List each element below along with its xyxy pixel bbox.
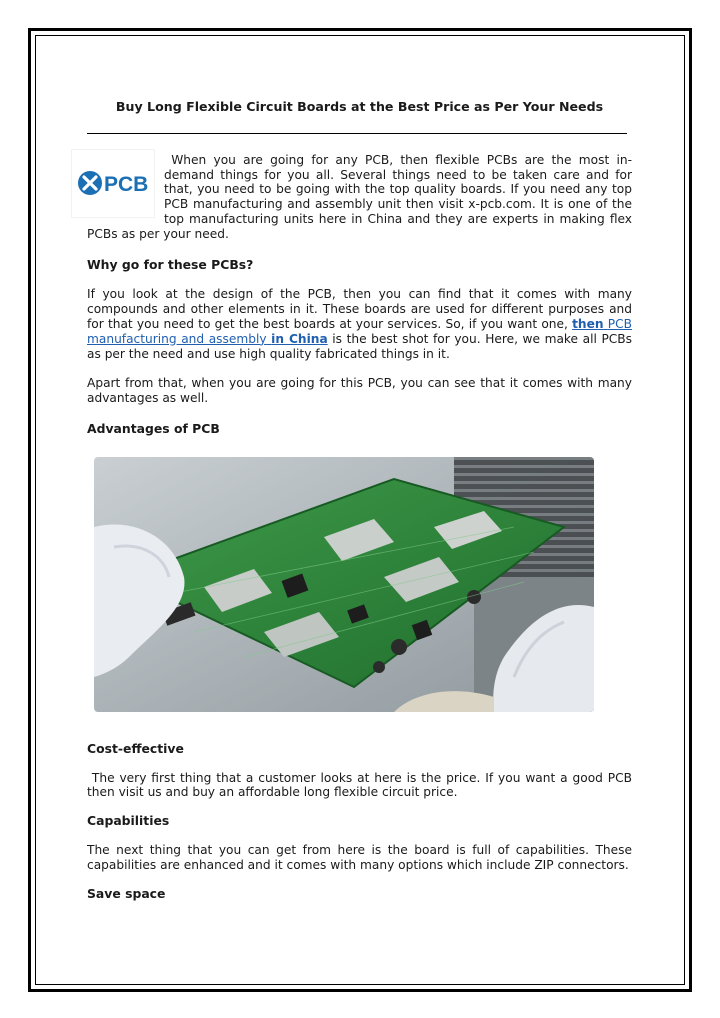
heading-capabilities: Capabilities: [87, 813, 170, 829]
heading-why-go: Why go for these PCBs?: [87, 256, 254, 272]
x-pcb-logo-icon: [72, 150, 154, 217]
why-go-paragraph-2: Apart from that, when you are going for this PCB, you can see that it comes with many advantages as well.: [87, 376, 632, 406]
pcb-manufacturing-link[interactable]: then PCB manufacturing and assembly in China: [87, 316, 632, 346]
intro-block: [87, 153, 632, 242]
title-divider: [87, 133, 627, 134]
heading-advantages: Advantages of PCB: [87, 420, 220, 436]
pcb-photo-svg: [94, 457, 594, 712]
pcb-board-photo: [94, 457, 594, 712]
x-pcb-logo-svg: [76, 168, 150, 198]
why-go-paragraph-1: If you look at the design of the PCB, then you can find that it comes with many compounds and other elements in it. These boards are used for different purposes and for that you need to get the best boards at your services. So, if you want one, then PCB manufacturing and assembly in China is the best shot for you. Here, we make all PCBs as per the need and use high quality fabricated things in it.: [87, 287, 633, 361]
document-body: [87, 100, 632, 901]
heading-save-space: Save space: [87, 885, 166, 901]
intro-paragraph: When you are going for any PCB, then flexible PCBs are the most in-demand things for you all. Several things need to be taken care and for that, you need to be going with the top quality boards. If you need any top PCB manufacturing and assembly unit then visit x-pcb.com. It is one of the top manufacturing units here in China and they are experts in making flex PCBs as per your need.: [87, 152, 632, 241]
page-title: Buy Long Flexible Circuit Boards at the Best Price as Per Your Needs: [115, 99, 604, 114]
cost-effective-paragraph: The very first thing that a customer looks at here is the price. If you want a good PCB then visit us and buy an affordable long flexible circuit price.: [87, 770, 633, 800]
capabilities-paragraph: The next thing that you can get from here is the board is full of capabilities. These capabilities are enhanced and it comes with many options which include ZIP connectors.: [87, 842, 632, 872]
heading-cost-effective: Cost-effective: [87, 740, 184, 756]
logo-text: PCB: [104, 173, 149, 197]
